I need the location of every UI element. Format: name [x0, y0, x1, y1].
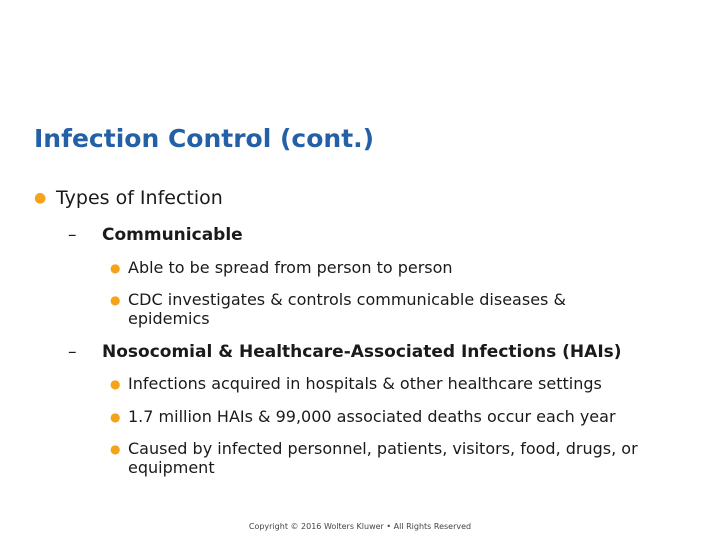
- list-item: [110, 407, 700, 426]
- section-heading-communicable: [68, 225, 243, 245]
- list-item: [110, 374, 690, 393]
- section-heading-nosocomial: [68, 342, 622, 362]
- dash-icon: –: [68, 225, 77, 245]
- list-item-text: CDC investigates & controls communicable diseases & epidemics: [128, 290, 566, 328]
- bullet-dot-icon: ●: [34, 190, 47, 206]
- main-bullet-text: Types of Infection: [56, 187, 223, 209]
- bullet-dot-icon: ●: [110, 377, 121, 391]
- main-bullet: [34, 187, 223, 209]
- list-item-text: 1.7 million HAIs & 99,000 associated deaths occur each year: [128, 407, 616, 426]
- list-item: [110, 290, 630, 328]
- list-item: [110, 258, 670, 277]
- list-item-text: Able to be spread from person to person: [128, 258, 453, 277]
- bullet-dot-icon: ●: [110, 293, 121, 307]
- section-heading-text: Nosocomial & Healthcare-Associated Infections (HAIs): [102, 342, 622, 362]
- bullet-dot-icon: ●: [110, 410, 121, 424]
- list-item: [110, 439, 695, 477]
- list-item-text: Caused by infected personnel, patients, visitors, food, drugs, or equipment: [128, 439, 638, 477]
- slide-title: Infection Control (cont.): [34, 124, 375, 153]
- bullet-dot-icon: ●: [110, 442, 121, 456]
- bullet-dot-icon: ●: [110, 261, 121, 275]
- section-heading-text: Communicable: [102, 225, 243, 245]
- dash-icon: –: [68, 342, 77, 362]
- list-item-text: Infections acquired in hospitals & other healthcare settings: [128, 374, 602, 393]
- copyright-footer: Copyright © 2016 Wolters Kluwer • All Rights Reserved: [248, 522, 472, 531]
